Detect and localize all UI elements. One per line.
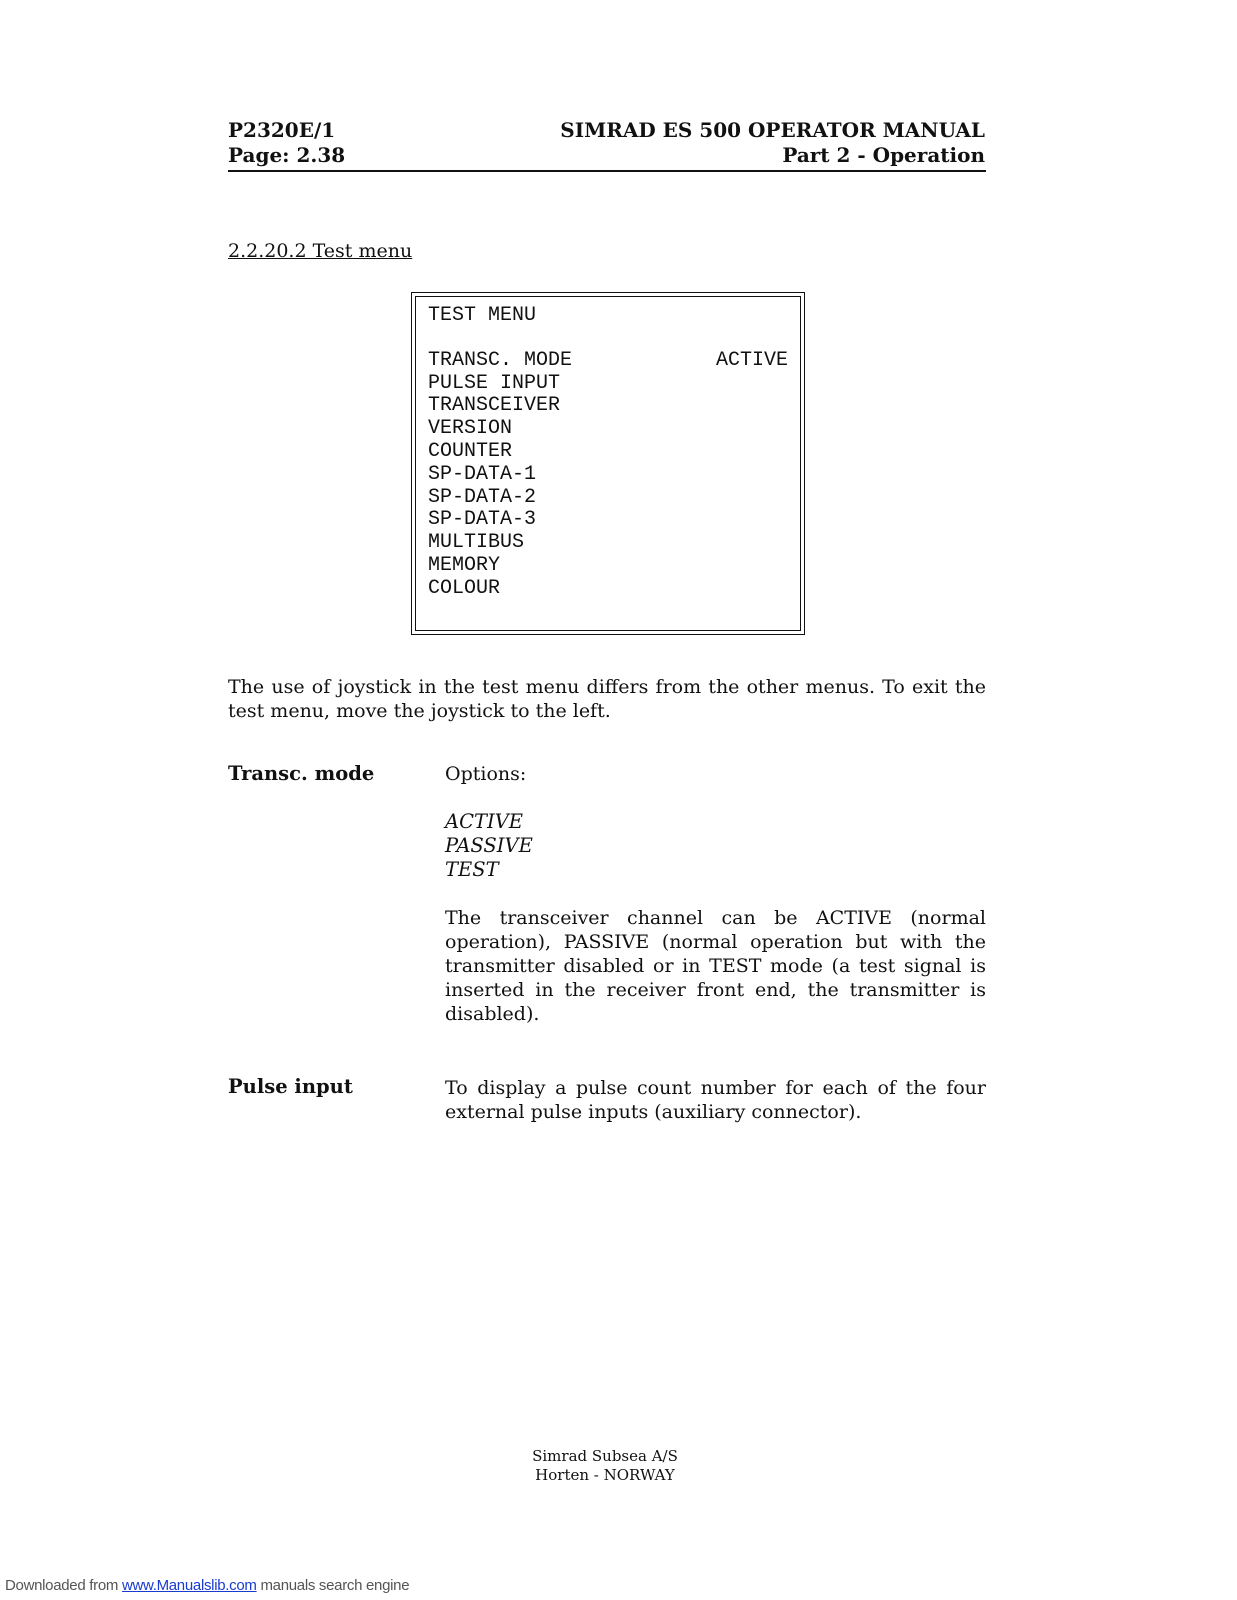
menu-item-colour <box>428 578 788 601</box>
test-menu-content <box>428 305 788 601</box>
menu-item-sp-data-1 <box>428 464 788 487</box>
option-passive: PASSIVE <box>445 834 533 857</box>
menu-item-version <box>428 418 788 441</box>
footer-location: Horten - NORWAY <box>535 1466 675 1484</box>
footer-company: Simrad Subsea A/S <box>532 1447 678 1465</box>
transc-mode-description-block <box>445 762 986 1026</box>
footer <box>0 1447 1210 1485</box>
download-suffix: manuals search engine <box>256 1577 410 1594</box>
part-title: Part 2 - Operation <box>782 143 985 167</box>
option-test: TEST <box>445 858 499 881</box>
menu-item-multibus <box>428 532 788 555</box>
menu-item-value: ACTIVE <box>715 348 788 372</box>
doc-number: P2320E/1 <box>228 118 336 142</box>
menu-item-sp-data-3 <box>428 509 788 532</box>
section-title: 2.2.20.2 Test menu <box>228 240 413 262</box>
menu-item-label: TRANSCEIVER <box>428 394 561 418</box>
menu-item-pulse-input <box>428 373 788 396</box>
header-left <box>228 118 345 168</box>
term-pulse-input: Pulse input <box>228 1075 353 1098</box>
menu-item-label: COLOUR <box>428 576 501 600</box>
menu-item-label: COUNTER <box>428 439 513 463</box>
menu-item-transceiver <box>428 395 788 418</box>
test-menu-title: TEST MENU <box>428 304 537 327</box>
test-menu-display <box>411 292 805 635</box>
menu-item-counter <box>428 441 788 464</box>
pulse-input-description: To display a pulse count number for each of the four external pulse inputs (auxiliary connector). <box>445 1077 986 1123</box>
transc-mode-description: The transceiver channel can be ACTIVE (normal operation), PASSIVE (normal operation but with the transmitter disabled or in TEST mode (a test signal is inserted in the receiver front end, the transmitter is disabled). <box>445 907 986 1025</box>
header-divider <box>228 170 986 172</box>
menu-item-sp-data-2 <box>428 487 788 510</box>
menu-item-label: SP-DATA-2 <box>428 485 537 509</box>
menu-item-label: PULSE INPUT <box>428 371 561 395</box>
menu-item-label: SP-DATA-1 <box>428 462 537 486</box>
spacer <box>445 882 986 906</box>
menu-item-label: MEMORY <box>428 553 501 577</box>
menu-item-label: TRANSC. MODE <box>428 348 573 372</box>
menu-item-label: VERSION <box>428 417 513 441</box>
menu-item-transc-mode <box>428 350 788 373</box>
download-prefix: Downloaded from <box>5 1577 122 1594</box>
option-active: ACTIVE <box>445 810 524 833</box>
menu-item-memory <box>428 555 788 578</box>
header-right <box>560 118 985 168</box>
page-number: Page: 2.38 <box>228 143 346 167</box>
intro-paragraph: The use of joystick in the test menu differs from the other menus. To exit the test menu, move the joystick to the left. <box>228 676 986 722</box>
manualslib-link[interactable]: www.Manualslib.com <box>121 1577 257 1594</box>
download-banner <box>5 1577 409 1594</box>
manual-title: SIMRAD ES 500 OPERATOR MANUAL <box>560 118 985 142</box>
term-transc-mode: Transc. mode <box>228 762 375 785</box>
menu-item-label: SP-DATA-3 <box>428 508 537 532</box>
spacer <box>445 786 986 810</box>
options-label: Options: <box>445 763 527 785</box>
menu-item-label: MULTIBUS <box>428 531 525 555</box>
